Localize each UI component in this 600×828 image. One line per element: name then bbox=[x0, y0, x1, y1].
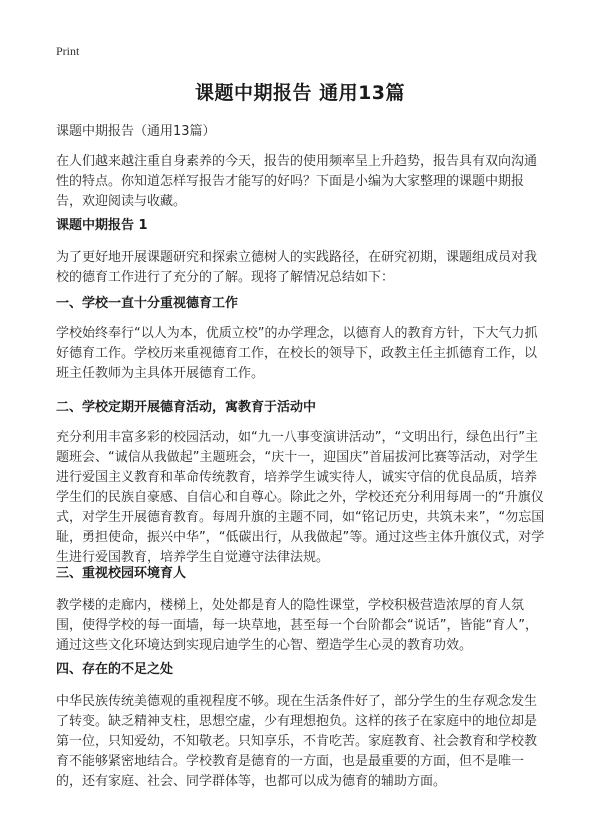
print-label: Print bbox=[56, 44, 80, 58]
document-subtitle: 课题中期报告（通用13篇） bbox=[56, 124, 216, 139]
section-body-2: 充分利用丰富多彩的校园活动，如“九一八事变演讲活动”，“文明出行，绿色出行”主题班会、“诚信从我做起”主题班会，“庆十一，迎国庆”首届拔河比赛等活动，对学生进行爱国主义教育和革命传统教育，培养学生诚实待人，诚实守信的优良品质，培养学生们的民族自豪感、自信心和自尊心。除此之外，学校还充分利用每周一的“升旗仪式，对学生开展德育教育。每周升旗的主题不同，如“铭记历史，共筑未来”，“勿忘国耻，勇担使命，振兴中华”，“低碳出行，从我做起”等。通过这些主体升旗仪式，对学生进行爱国教育，培养学生自觉遵守法律法规。 bbox=[56, 430, 545, 565]
section-heading-3: 三、重视校园环境育人 bbox=[56, 566, 187, 581]
section-heading-2: 二、学校定期开展德育活动，寓教育于活动中 bbox=[56, 400, 317, 415]
section-body-1: 学校始终奉行“以人为本，优质立校”的办学理念，以德育人的教育方针，下大气力抓好德育工作。学校历来重视德育工作，在校长的领导下，政教主任主抓德育工作，以班主任教师为主具体开展德育工作。 bbox=[56, 326, 538, 381]
section-body-3: 教学楼的走廊内，楼梯上，处处都是育人的隐性课堂，学校积极营造浓厚的育人氛围，使得学校的每一面墙，每一块草地，甚至每一个台阶都会“说话”，皆能“育人”，通过这些文化环境达到实现启迪学生的心智、塑造学生心灵的教育功效。 bbox=[56, 598, 538, 653]
section-heading-1: 一、学校一直十分重视德育工作 bbox=[56, 296, 239, 311]
intro-paragraph: 在人们越来越注重自身素养的今天，报告的使用频率呈上升趋势，报告具有双向沟通性的特点。你知道怎样写报告才能写的好吗？下面是小编为大家整理的课题中期报告，欢迎阅读与收藏。 bbox=[56, 154, 538, 209]
section-body-4: 中华民族传统美德观的重视程度不够。现在生活条件好了，部分学生的生存观念发生了转变。缺乏精神支柱，思想空虚，少有理想抱负。这样的孩子在家庭中的地位却是第一位，只知爱幼，不知敬老。只知享乐，不肯吃苦。家庭教育、社会教育和学校教育不能够紧密地结合。学校教育是德育的一方面，也是最重要的方面，但不是唯一的，还有家庭、社会、同学群体等，也都可以成为德育的辅助方面。 bbox=[56, 694, 538, 789]
report-intro-paragraph: 为了更好地开展课题研究和探索立德树人的实践路径，在研究初期，课题组成员对我校的德育工作进行了充分的了解。现将了解情况总结如下： bbox=[56, 250, 538, 285]
section-heading-4: 四、存在的不足之处 bbox=[56, 662, 174, 677]
page-title: 课题中期报告 通用13篇 bbox=[194, 82, 406, 104]
report-heading: 课题中期报告 1 bbox=[56, 218, 148, 233]
